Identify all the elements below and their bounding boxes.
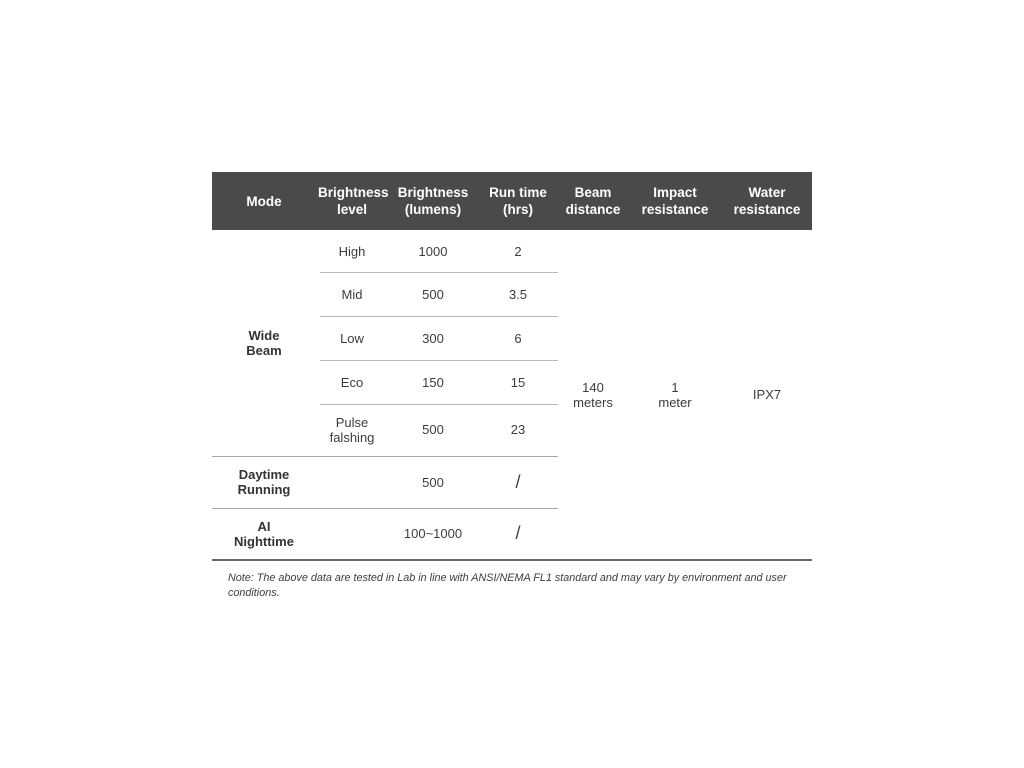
footnote: Note: The above data are tested in Lab in line with ANSI/NEMA FL1 standard and may vary by environment and user conditions. bbox=[228, 572, 787, 599]
beam-distance-cell: 140 meters bbox=[558, 230, 628, 560]
runtime-cell: / bbox=[478, 508, 558, 560]
lumens-cell: 1000 bbox=[388, 230, 478, 272]
spec-table bbox=[212, 172, 812, 561]
level-cell: Pulse falshing bbox=[316, 404, 388, 456]
runtime-cell: 2 bbox=[478, 230, 558, 272]
header-water-resistance: Water resistance bbox=[733, 185, 801, 217]
water-resistance-cell: IPX7 bbox=[722, 230, 812, 560]
header-row bbox=[212, 172, 812, 230]
header-brightness-level: Brightness level bbox=[318, 185, 389, 217]
mode-daytime-running: Daytime Running bbox=[212, 456, 316, 508]
spec-table-container bbox=[212, 172, 812, 561]
mode-wide-beam: Wide Beam bbox=[212, 230, 316, 456]
lumens-cell: 100~1000 bbox=[388, 508, 478, 560]
level-cell: High bbox=[316, 230, 388, 272]
impact-resistance-cell: 1 meter bbox=[628, 230, 722, 560]
lumens-cell: 500 bbox=[388, 456, 478, 508]
header-beam-distance: Beam distance bbox=[565, 185, 621, 217]
runtime-cell: 23 bbox=[478, 404, 558, 456]
level-cell: Mid bbox=[316, 272, 388, 316]
header-impact-resistance: Impact resistance bbox=[641, 185, 709, 217]
runtime-cell: / bbox=[478, 456, 558, 508]
header-brightness-lumens: Brightness (lumens) bbox=[397, 185, 469, 217]
lumens-cell: 500 bbox=[388, 272, 478, 316]
table-row bbox=[212, 230, 812, 272]
header-mode: Mode bbox=[246, 193, 282, 209]
runtime-cell: 6 bbox=[478, 316, 558, 360]
lumens-cell: 300 bbox=[388, 316, 478, 360]
runtime-cell: 15 bbox=[478, 360, 558, 404]
mode-ai-nighttime: AI Nighttime bbox=[212, 508, 316, 560]
level-cell bbox=[316, 508, 388, 560]
lumens-cell: 500 bbox=[388, 404, 478, 456]
level-cell: Eco bbox=[316, 360, 388, 404]
header-run-time: Run time (hrs) bbox=[489, 185, 547, 217]
lumens-cell: 150 bbox=[388, 360, 478, 404]
level-cell bbox=[316, 456, 388, 508]
runtime-cell: 3.5 bbox=[478, 272, 558, 316]
level-cell: Low bbox=[316, 316, 388, 360]
